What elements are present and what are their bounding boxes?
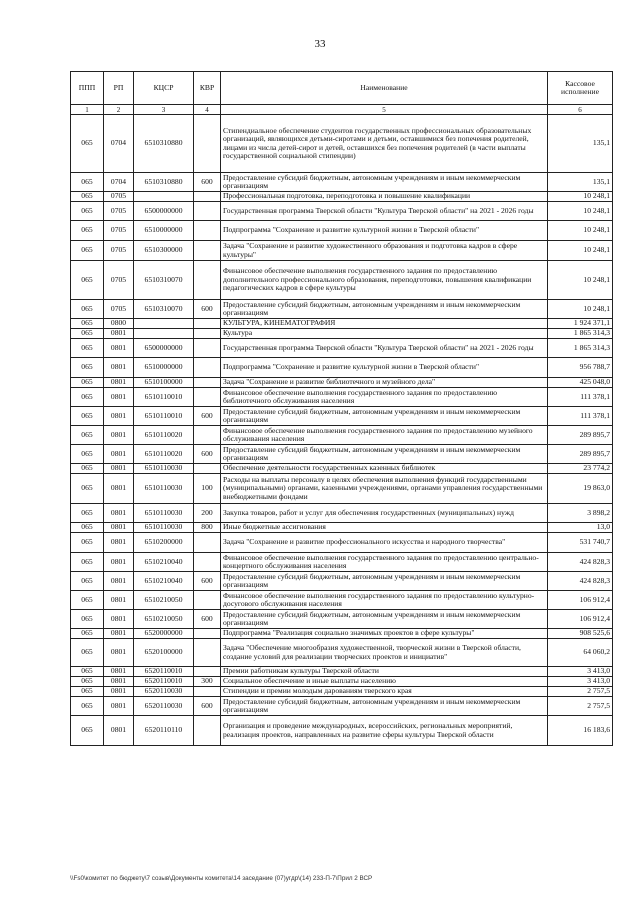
table-row xyxy=(71,553,613,572)
cell-ppp: 065 xyxy=(71,358,104,378)
cell-name: Иные бюджетные ассигнования xyxy=(221,523,548,533)
cell-amount: 956 788,7 xyxy=(548,358,613,378)
header-kcsr: КЦСР xyxy=(134,72,194,105)
cell-kcsr: 6520110110 xyxy=(134,716,194,746)
cell-rp: 0801 xyxy=(104,572,134,591)
cell-amount: 13,0 xyxy=(548,523,613,533)
cell-amount: 3 413,0 xyxy=(548,677,613,687)
cell-kcsr: 6510310880 xyxy=(134,115,194,173)
page-number: 33 xyxy=(314,38,326,50)
cell-rp: 0801 xyxy=(104,716,134,746)
cell-rp: 0705 xyxy=(104,192,134,202)
cell-rp: 0801 xyxy=(104,445,134,464)
cell-kcsr: 6510110030 xyxy=(134,523,194,533)
cell-kvr xyxy=(194,667,221,677)
cell-kcsr: 6510000000 xyxy=(134,358,194,378)
table-row xyxy=(71,173,613,192)
cell-kvr xyxy=(194,639,221,667)
table-row xyxy=(71,261,613,300)
cell-rp: 0801 xyxy=(104,523,134,533)
cell-amount: 19 863,0 xyxy=(548,474,613,504)
cell-kvr: 300 xyxy=(194,677,221,687)
cell-name: Предоставление субсидий бюджетным, автономным учреждениям и иным некоммерческим организациям xyxy=(221,407,548,426)
cell-rp: 0801 xyxy=(104,591,134,610)
cell-ppp: 065 xyxy=(71,378,104,388)
cell-amount: 135,1 xyxy=(548,173,613,192)
cell-ppp: 065 xyxy=(71,445,104,464)
cell-name: Предоставление субсидий бюджетным, автономным учреждениям и иным некоммерческим организациям xyxy=(221,697,548,716)
cell-kcsr: 6520110010 xyxy=(134,667,194,677)
cell-rp: 0801 xyxy=(104,388,134,407)
cell-ppp: 065 xyxy=(71,202,104,221)
cell-name: Задача "Сохранение и развитие библиотечного и музейного дела" xyxy=(221,378,548,388)
table-row xyxy=(71,300,613,319)
cell-name: Стипендиальное обеспечение студентов государственных профессиональных образовательных организаций, являющихся детьми-сиротами и детьми, оставшимися без попечения родителей, лицами из числа детей-сирот и детей, оставшихся без попечения родителей (в части выплаты государственной социальной стипендии) xyxy=(221,115,548,173)
cell-kcsr: 6510000000 xyxy=(134,221,194,241)
cell-kvr xyxy=(194,553,221,572)
cell-rp: 0705 xyxy=(104,300,134,319)
cell-amount: 908 525,6 xyxy=(548,629,613,639)
cell-kvr: 600 xyxy=(194,300,221,319)
cell-amount: 425 048,0 xyxy=(548,378,613,388)
cell-amount: 111 378,1 xyxy=(548,407,613,426)
cell-kvr xyxy=(194,533,221,553)
cell-kvr xyxy=(194,716,221,746)
cell-kcsr: 6510110010 xyxy=(134,388,194,407)
cell-kcsr: 6520000000 xyxy=(134,629,194,639)
cell-ppp: 065 xyxy=(71,553,104,572)
cell-kvr xyxy=(194,221,221,241)
cell-amount: 289 895,7 xyxy=(548,426,613,445)
cell-amount: 106 912,4 xyxy=(548,610,613,629)
cell-amount: 10 248,1 xyxy=(548,192,613,202)
cell-amount: 3 898,2 xyxy=(548,504,613,523)
table-row xyxy=(71,378,613,388)
table-row xyxy=(71,533,613,553)
cell-rp: 0704 xyxy=(104,173,134,192)
cell-kcsr xyxy=(134,329,194,339)
cell-kcsr: 6510110030 xyxy=(134,474,194,504)
cell-kvr: 800 xyxy=(194,523,221,533)
cell-kvr xyxy=(194,192,221,202)
cell-name: Задача "Сохранение и развитие профессионального искусства и народного творчества" xyxy=(221,533,548,553)
cell-amount: 2 757,5 xyxy=(548,697,613,716)
cell-ppp: 065 xyxy=(71,677,104,687)
cell-kvr: 600 xyxy=(194,173,221,192)
table-row xyxy=(71,339,613,358)
cell-ppp: 065 xyxy=(71,504,104,523)
column-number: 1 xyxy=(71,105,104,115)
cell-ppp: 065 xyxy=(71,173,104,192)
cell-amount: 424 828,3 xyxy=(548,572,613,591)
cell-kvr xyxy=(194,378,221,388)
table-row xyxy=(71,358,613,378)
table-row xyxy=(71,639,613,667)
cell-name: Социальное обеспечение и иные выплаты населению xyxy=(221,677,548,687)
cell-rp: 0801 xyxy=(104,378,134,388)
cell-kvr xyxy=(194,261,221,300)
cell-amount: 424 828,3 xyxy=(548,553,613,572)
cell-kcsr: 6500000000 xyxy=(134,339,194,358)
table-row xyxy=(71,202,613,221)
cell-rp: 0801 xyxy=(104,533,134,553)
cell-ppp: 065 xyxy=(71,407,104,426)
cell-amount: 23 774,2 xyxy=(548,464,613,474)
cell-ppp: 065 xyxy=(71,115,104,173)
cell-rp: 0801 xyxy=(104,339,134,358)
table-row xyxy=(71,504,613,523)
cell-kvr: 600 xyxy=(194,445,221,464)
table-row xyxy=(71,221,613,241)
cell-kvr xyxy=(194,388,221,407)
cell-name: Предоставление субсидий бюджетным, автономным учреждениям и иным некоммерческим организациям xyxy=(221,610,548,629)
cell-ppp: 065 xyxy=(71,572,104,591)
cell-kcsr: 6510110020 xyxy=(134,445,194,464)
header-ppp: ППП xyxy=(71,72,104,105)
cell-ppp: 065 xyxy=(71,192,104,202)
cell-kcsr: 6510110030 xyxy=(134,464,194,474)
cell-amount: 64 060,2 xyxy=(548,639,613,667)
table-row xyxy=(71,329,613,339)
cell-rp: 0800 xyxy=(104,319,134,329)
cell-ppp: 065 xyxy=(71,639,104,667)
table-row xyxy=(71,591,613,610)
cell-kcsr: 6500000000 xyxy=(134,202,194,221)
cell-kcsr: 6510210050 xyxy=(134,610,194,629)
cell-kcsr: 6520110010 xyxy=(134,677,194,687)
cell-amount: 10 248,1 xyxy=(548,221,613,241)
table-row xyxy=(71,677,613,687)
cell-amount: 10 248,1 xyxy=(548,261,613,300)
cell-kcsr: 6510210040 xyxy=(134,553,194,572)
cell-ppp: 065 xyxy=(71,300,104,319)
cell-rp: 0705 xyxy=(104,241,134,261)
cell-kvr: 600 xyxy=(194,407,221,426)
cell-rp: 0801 xyxy=(104,697,134,716)
cell-amount: 3 413,0 xyxy=(548,667,613,677)
column-number: 2 xyxy=(104,105,134,115)
header-kvr: КВР xyxy=(194,72,221,105)
header-amount: Кассовое исполнение xyxy=(548,72,613,105)
cell-kvr: 600 xyxy=(194,572,221,591)
column-number: 4 xyxy=(194,105,221,115)
cell-rp: 0801 xyxy=(104,358,134,378)
cell-ppp: 065 xyxy=(71,591,104,610)
cell-rp: 0801 xyxy=(104,504,134,523)
cell-kcsr: 6520100000 xyxy=(134,639,194,667)
cell-amount: 1 865 314,3 xyxy=(548,329,613,339)
cell-name: Расходы на выплаты персоналу в целях обеспечения выполнения функций государственными (муниципальными) органами, казенными учреждениями, органами управления государственными внебюджетными фондами xyxy=(221,474,548,504)
cell-kvr xyxy=(194,319,221,329)
cell-ppp: 065 xyxy=(71,329,104,339)
cell-name: Государственная программа Тверской области "Культура Тверской области" на 2021 - 2026 годы xyxy=(221,202,548,221)
cell-kcsr: 6510200000 xyxy=(134,533,194,553)
cell-kvr xyxy=(194,115,221,173)
cell-name: Задача "Обеспечение многообразия художественной, творческой жизни в Тверской области, создание условий для реализации творческих проектов и инициатив" xyxy=(221,639,548,667)
cell-kcsr xyxy=(134,192,194,202)
cell-rp: 0705 xyxy=(104,202,134,221)
file-path-footer: \\Fs0\комитет по бюджету\7 созыв\Документы комитета\14 заседание (07)угдр\(14) 233-П-7\Прил 2 ВСР xyxy=(70,875,373,882)
cell-name: Финансовое обеспечение выполнения государственного задания по предоставлению библиотечного обслуживания населения xyxy=(221,388,548,407)
cell-rp: 0801 xyxy=(104,553,134,572)
table-row xyxy=(71,629,613,639)
cell-amount: 10 248,1 xyxy=(548,241,613,261)
cell-kvr xyxy=(194,339,221,358)
cell-kvr xyxy=(194,629,221,639)
cell-kcsr: 6510210040 xyxy=(134,572,194,591)
cell-kvr xyxy=(194,687,221,697)
cell-kvr: 100 xyxy=(194,474,221,504)
cell-ppp: 065 xyxy=(71,687,104,697)
cell-amount: 1 865 314,3 xyxy=(548,339,613,358)
cell-ppp: 065 xyxy=(71,474,104,504)
table-row xyxy=(71,474,613,504)
cell-amount: 10 248,1 xyxy=(548,202,613,221)
cell-kcsr: 6510210050 xyxy=(134,591,194,610)
cell-rp: 0801 xyxy=(104,407,134,426)
cell-name: Предоставление субсидий бюджетным, автономным учреждениям и иным некоммерческим организациям xyxy=(221,300,548,319)
cell-rp: 0801 xyxy=(104,474,134,504)
column-number: 6 xyxy=(548,105,613,115)
cell-kcsr: 6510300000 xyxy=(134,241,194,261)
cell-ppp: 065 xyxy=(71,610,104,629)
cell-name: Культура xyxy=(221,329,548,339)
cell-ppp: 065 xyxy=(71,319,104,329)
cell-name: Подпрограмма "Сохранение и развитие культурной жизни в Тверской области" xyxy=(221,358,548,378)
cell-kcsr: 6520110030 xyxy=(134,687,194,697)
cell-ppp: 065 xyxy=(71,221,104,241)
cell-name: Подпрограмма "Реализация социально значимых проектов в сфере культуры" xyxy=(221,629,548,639)
cell-name: Задача "Сохранение и развитие художественного образования и подготовка кадров в сфере культуры" xyxy=(221,241,548,261)
cell-kvr xyxy=(194,202,221,221)
header-rp: РП xyxy=(104,72,134,105)
cell-kvr: 600 xyxy=(194,610,221,629)
cell-kvr: 200 xyxy=(194,504,221,523)
table-row xyxy=(71,319,613,329)
cell-rp: 0801 xyxy=(104,639,134,667)
cell-ppp: 065 xyxy=(71,339,104,358)
cell-name: Стипендии и премии молодым дарованиям тверского края xyxy=(221,687,548,697)
table-row xyxy=(71,407,613,426)
cell-amount: 1 924 371,1 xyxy=(548,319,613,329)
cell-ppp: 065 xyxy=(71,241,104,261)
cell-rp: 0801 xyxy=(104,329,134,339)
table-row xyxy=(71,572,613,591)
table-row xyxy=(71,388,613,407)
cell-rp: 0801 xyxy=(104,610,134,629)
cell-kvr: 600 xyxy=(194,697,221,716)
column-number-row xyxy=(71,105,613,115)
cell-ppp: 065 xyxy=(71,629,104,639)
cell-amount: 135,1 xyxy=(548,115,613,173)
cell-kvr xyxy=(194,464,221,474)
cell-kcsr xyxy=(134,319,194,329)
header-name: Наименование xyxy=(221,72,548,105)
cell-kvr xyxy=(194,358,221,378)
cell-kcsr: 6510310880 xyxy=(134,173,194,192)
cell-name: Подпрограмма "Сохранение и развитие культурной жизни в Тверской области" xyxy=(221,221,548,241)
cell-amount: 111 378,1 xyxy=(548,388,613,407)
cell-name: Финансовое обеспечение выполнения государственного задания по предоставлению культурно-досугового обслуживания населения xyxy=(221,591,548,610)
cell-ppp: 065 xyxy=(71,523,104,533)
header-row xyxy=(71,72,613,105)
cell-kcsr: 6510110030 xyxy=(134,504,194,523)
cell-kcsr: 6520110030 xyxy=(134,697,194,716)
cell-ppp: 065 xyxy=(71,697,104,716)
cell-amount: 106 912,4 xyxy=(548,591,613,610)
cell-name: Закупка товаров, работ и услуг для обеспечения государственных (муниципальных) нужд xyxy=(221,504,548,523)
cell-name: Профессиональная подготовка, переподготовка и повышение квалификации xyxy=(221,192,548,202)
table-row xyxy=(71,716,613,746)
cell-ppp: 065 xyxy=(71,533,104,553)
cell-amount: 2 757,5 xyxy=(548,687,613,697)
table-row xyxy=(71,115,613,173)
cell-kcsr: 6510310070 xyxy=(134,261,194,300)
table-row xyxy=(71,241,613,261)
table-row xyxy=(71,426,613,445)
cell-kvr xyxy=(194,591,221,610)
cell-kcsr: 6510310070 xyxy=(134,300,194,319)
cell-name: Финансовое обеспечение выполнения государственного задания по предоставлению дополнительного профессионального образования, переподготовки, повышения квалификации педагогических кадров в сфере культуры xyxy=(221,261,548,300)
cell-kcsr: 6510110020 xyxy=(134,426,194,445)
cell-name: Предоставление субсидий бюджетным, автономным учреждениям и иным некоммерческим организациям xyxy=(221,173,548,192)
table-row xyxy=(71,464,613,474)
column-number: 3 xyxy=(134,105,194,115)
cell-rp: 0801 xyxy=(104,629,134,639)
cell-name: Предоставление субсидий бюджетным, автономным учреждениям и иным некоммерческим организациям xyxy=(221,572,548,591)
cell-name: КУЛЬТУРА, КИНЕМАТОГРАФИЯ xyxy=(221,319,548,329)
cell-amount: 10 248,1 xyxy=(548,300,613,319)
cell-name: Финансовое обеспечение выполнения государственного задания по предоставлению центрально-концертного обслуживания населения xyxy=(221,553,548,572)
cell-kvr xyxy=(194,329,221,339)
cell-name: Премии работникам культуры Тверской области xyxy=(221,667,548,677)
cell-rp: 0801 xyxy=(104,426,134,445)
table-row xyxy=(71,697,613,716)
cell-rp: 0801 xyxy=(104,667,134,677)
cell-rp: 0705 xyxy=(104,261,134,300)
cell-kvr xyxy=(194,426,221,445)
cell-kvr xyxy=(194,241,221,261)
cell-name: Государственная программа Тверской области "Культура Тверской области" на 2021 - 2026 годы xyxy=(221,339,548,358)
cell-name: Предоставление субсидий бюджетным, автономным учреждениям и иным некоммерческим организациям xyxy=(221,445,548,464)
cell-amount: 289 895,7 xyxy=(548,445,613,464)
table-row xyxy=(71,445,613,464)
cell-amount: 16 183,6 xyxy=(548,716,613,746)
cell-ppp: 065 xyxy=(71,667,104,677)
table-row xyxy=(71,687,613,697)
table-row xyxy=(71,192,613,202)
table-row xyxy=(71,523,613,533)
cell-kcsr: 6510110010 xyxy=(134,407,194,426)
cell-amount: 531 740,7 xyxy=(548,533,613,553)
table-row xyxy=(71,610,613,629)
cell-kcsr: 6510100000 xyxy=(134,378,194,388)
cell-rp: 0704 xyxy=(104,115,134,173)
cell-name: Обеспечение деятельности государственных казенных библиотек xyxy=(221,464,548,474)
table-row xyxy=(71,667,613,677)
cell-rp: 0801 xyxy=(104,677,134,687)
cell-rp: 0801 xyxy=(104,464,134,474)
cell-rp: 0801 xyxy=(104,687,134,697)
cell-name: Финансовое обеспечение выполнения государственного задания по предоставлению музейного обслуживания населения xyxy=(221,426,548,445)
cell-rp: 0705 xyxy=(104,221,134,241)
cell-ppp: 065 xyxy=(71,716,104,746)
column-number: 5 xyxy=(221,105,548,115)
cell-name: Организация и проведение международных, всероссийских, региональных мероприятий, реализация проектов, направленных на развитие сферы культуры Тверской области xyxy=(221,716,548,746)
cell-ppp: 065 xyxy=(71,464,104,474)
budget-table xyxy=(70,71,613,746)
cell-ppp: 065 xyxy=(71,426,104,445)
cell-ppp: 065 xyxy=(71,388,104,407)
cell-ppp: 065 xyxy=(71,261,104,300)
